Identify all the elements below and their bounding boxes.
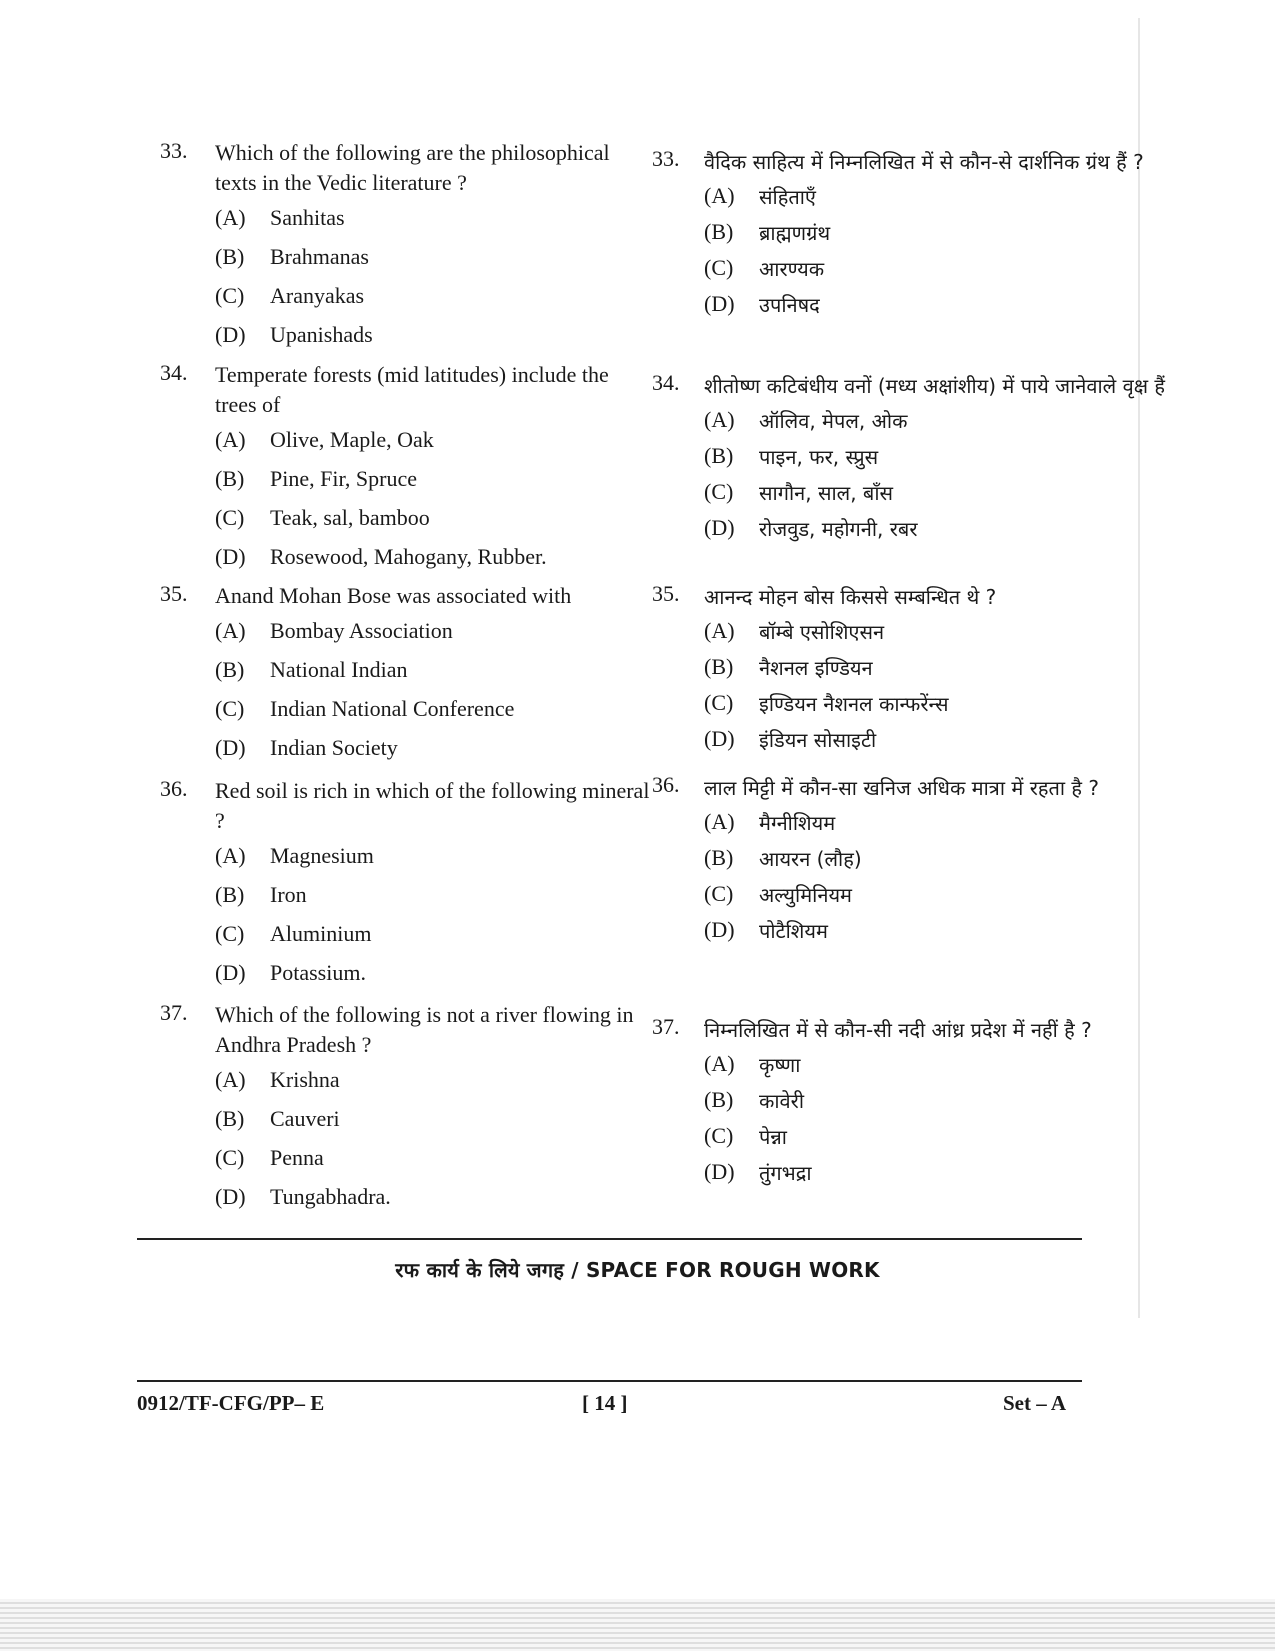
answer-option (704, 649, 1192, 685)
answer-option (215, 198, 650, 237)
option-text: मैग्नीशियम (759, 810, 836, 835)
option-label: (B) (215, 881, 245, 907)
option-label: (C) (215, 504, 245, 530)
answer-option (704, 804, 1192, 840)
option-text: Rosewood, Mahogany, Rubber. (270, 543, 547, 569)
answer-option (704, 721, 1192, 757)
option-label: (A) (215, 204, 246, 230)
option-text: अल्युमिनियम (759, 882, 852, 907)
option-text: Aranyakas (270, 282, 365, 308)
page-number: [ 14 ] (582, 1391, 628, 1415)
option-text: Indian National Conference (270, 695, 515, 721)
answer-option (704, 250, 1192, 286)
option-label: (A) (704, 407, 735, 432)
answer-option (215, 420, 650, 459)
question-number: 34. (652, 370, 680, 395)
option-label: (B) (215, 656, 245, 682)
option-text: संहिताएँ (759, 184, 816, 209)
question-header (652, 370, 1192, 402)
option-text: Aluminium (270, 920, 372, 946)
option-text: Upanishads (270, 321, 373, 347)
answer-option (215, 459, 650, 498)
option-text: आरण्यक (759, 256, 825, 281)
question-number: 36. (160, 776, 188, 801)
option-label: (A) (704, 1051, 735, 1076)
option-text: Potassium. (270, 959, 366, 985)
option-text: इण्डियन नैशनल कान्फरेंन्स (759, 691, 949, 716)
answer-option (704, 912, 1192, 948)
question-header (652, 146, 1192, 178)
option-label: (D) (215, 321, 246, 347)
question-text: शीतोष्ण कटिबंधीय वनों (मध्य अक्षांशीय) में पाये जानेवाले वृक्ष हैं (704, 374, 1166, 398)
option-label: (A) (704, 809, 735, 834)
answer-option (215, 1099, 650, 1138)
option-label: (C) (215, 695, 245, 721)
option-text: Iron (270, 881, 307, 907)
option-label: (A) (215, 617, 246, 643)
option-label: (B) (215, 243, 245, 269)
option-text: Bombay Association (270, 617, 453, 643)
question-37-english (160, 1000, 650, 1216)
answer-option (215, 1060, 650, 1099)
answer-option (704, 474, 1192, 510)
option-text: ऑलिव, मेपल, ओक (759, 408, 908, 433)
question-header (652, 581, 1192, 613)
answer-option (215, 875, 650, 914)
option-label: (C) (704, 881, 734, 906)
option-label: (A) (215, 842, 246, 868)
answer-option (704, 613, 1192, 649)
scan-bottom-edge (0, 1599, 1275, 1651)
question-number: 35. (652, 581, 680, 606)
question-header (160, 360, 650, 420)
option-label: (A) (215, 1066, 246, 1092)
question-number: 34. (160, 360, 188, 385)
option-label: (D) (215, 734, 246, 760)
answer-option (215, 689, 650, 728)
answer-option (215, 498, 650, 537)
answer-option (704, 438, 1192, 474)
option-label: (D) (704, 291, 735, 316)
option-text: कृष्णा (759, 1052, 801, 1077)
question-number: 36. (652, 772, 680, 797)
answer-option (704, 1046, 1192, 1082)
answer-option (215, 1177, 650, 1216)
option-label: (C) (704, 479, 734, 504)
option-text: उपनिषद (759, 292, 820, 317)
question-text: लाल मिट्टी में कौन-सा खनिज अधिक मात्रा में रहता है ? (704, 776, 1100, 800)
option-label: (C) (704, 690, 734, 715)
question-33-english (160, 138, 650, 354)
option-text: Indian Society (270, 734, 398, 760)
answer-option (215, 728, 650, 767)
option-text: Pine, Fir, Spruce (270, 465, 417, 491)
option-label: (B) (215, 465, 245, 491)
option-text: पोटैशियम (759, 918, 828, 943)
question-text: निम्नलिखित में से कौन-सी नदी आंध्र प्रदेश में नहीं है ? (704, 1018, 1092, 1042)
option-label: (D) (704, 917, 735, 942)
option-text: कावेरी (759, 1088, 805, 1113)
set-label: Set – A (1003, 1391, 1066, 1415)
option-text: Sanhitas (270, 204, 345, 230)
question-36-english (160, 776, 650, 992)
question-number: 33. (160, 138, 188, 163)
option-label: (C) (215, 282, 245, 308)
rough-work-heading: रफ कार्य के लिये जगह / SPACE FOR ROUGH WORK (395, 1258, 880, 1282)
question-text: Which of the following are the philosophical texts in the Vedic literature ? (215, 140, 610, 195)
answer-option (704, 510, 1192, 546)
option-text: Olive, Maple, Oak (270, 426, 434, 452)
question-number: 33. (652, 146, 680, 171)
question-header (652, 1014, 1192, 1046)
paper-code: 0912/TF-CFG/PP– E (137, 1391, 325, 1415)
option-text: पाइन, फर, स्प्रुस (759, 444, 879, 469)
answer-option (704, 876, 1192, 912)
option-label: (B) (704, 219, 734, 244)
option-label: (B) (704, 1087, 734, 1112)
question-text: वैदिक साहित्य में निम्नलिखित में से कौन-से दार्शनिक ग्रंथ हैं ? (704, 150, 1144, 174)
option-text: नैशनल इण्डियन (759, 655, 873, 680)
question-text: Red soil is rich in which of the following mineral ? (215, 778, 650, 833)
question-34-hindi (652, 370, 1192, 546)
question-text: आनन्द मोहन बोस किससे सम्बन्धित थे ? (704, 585, 997, 609)
option-text: तुंगभद्रा (759, 1160, 812, 1185)
option-label: (D) (215, 1183, 246, 1209)
question-35-english (160, 581, 650, 767)
question-34-english (160, 360, 650, 576)
option-label: (D) (704, 726, 735, 751)
option-label: (C) (704, 255, 734, 280)
option-label: (D) (215, 959, 246, 985)
option-label: (B) (704, 845, 734, 870)
answer-option (215, 237, 650, 276)
option-label: (B) (704, 654, 734, 679)
option-text: Magnesium (270, 842, 374, 868)
question-36-hindi (652, 772, 1192, 948)
question-number: 37. (652, 1014, 680, 1039)
answer-option (215, 650, 650, 689)
option-text: इंडियन सोसाइटी (759, 727, 877, 752)
answer-option (704, 1082, 1192, 1118)
option-label: (C) (215, 920, 245, 946)
answer-option (704, 1154, 1192, 1190)
answer-option (704, 402, 1192, 438)
option-text: ब्राह्मणग्रंथ (759, 220, 831, 245)
answer-option (215, 315, 650, 354)
question-35-hindi (652, 581, 1192, 757)
footer-rule (137, 1380, 1082, 1382)
rough-work-top-rule (137, 1238, 1082, 1240)
option-text: National Indian (270, 656, 408, 682)
option-text: सागौन, साल, बाँस (759, 480, 894, 505)
answer-option (215, 953, 650, 992)
option-label: (A) (704, 618, 735, 643)
option-label: (D) (215, 543, 246, 569)
answer-option (215, 276, 650, 315)
question-number: 35. (160, 581, 188, 606)
answer-option (215, 914, 650, 953)
option-text: Krishna (270, 1066, 340, 1092)
option-label: (B) (215, 1105, 245, 1131)
option-label: (A) (704, 183, 735, 208)
option-text: आयरन (लौह) (759, 846, 862, 871)
question-header (160, 776, 650, 836)
answer-option (215, 611, 650, 650)
question-37-hindi (652, 1014, 1192, 1190)
option-label: (A) (215, 426, 246, 452)
question-header (160, 1000, 650, 1060)
answer-option (215, 836, 650, 875)
option-text: Teak, sal, bamboo (270, 504, 430, 530)
option-text: पेन्ना (759, 1124, 787, 1149)
option-text: Tungabhadra. (270, 1183, 391, 1209)
question-number: 37. (160, 1000, 188, 1025)
option-text: Brahmanas (270, 243, 369, 269)
option-label: (D) (704, 515, 735, 540)
question-header (160, 138, 650, 198)
answer-option (704, 1118, 1192, 1154)
option-label: (C) (704, 1123, 734, 1148)
answer-option (704, 840, 1192, 876)
option-text: Cauveri (270, 1105, 340, 1131)
question-33-hindi (652, 146, 1192, 322)
question-header (652, 772, 1192, 804)
answer-option (704, 286, 1192, 322)
question-header (160, 581, 650, 611)
question-text: Which of the following is not a river flowing in Andhra Pradesh ? (215, 1002, 634, 1057)
answer-option (704, 178, 1192, 214)
option-text: Penna (270, 1144, 324, 1170)
option-label: (D) (704, 1159, 735, 1184)
question-text: Anand Mohan Bose was associated with (215, 583, 572, 608)
answer-option (215, 537, 650, 576)
option-label: (C) (215, 1144, 245, 1170)
answer-option (215, 1138, 650, 1177)
option-text: बॉम्बे एसोशिएसन (759, 619, 885, 644)
answer-option (704, 214, 1192, 250)
option-label: (B) (704, 443, 734, 468)
option-text: रोजवुड, महोगनी, रबर (759, 516, 918, 541)
question-text: Temperate forests (mid latitudes) include the trees of (215, 362, 609, 417)
answer-option (704, 685, 1192, 721)
